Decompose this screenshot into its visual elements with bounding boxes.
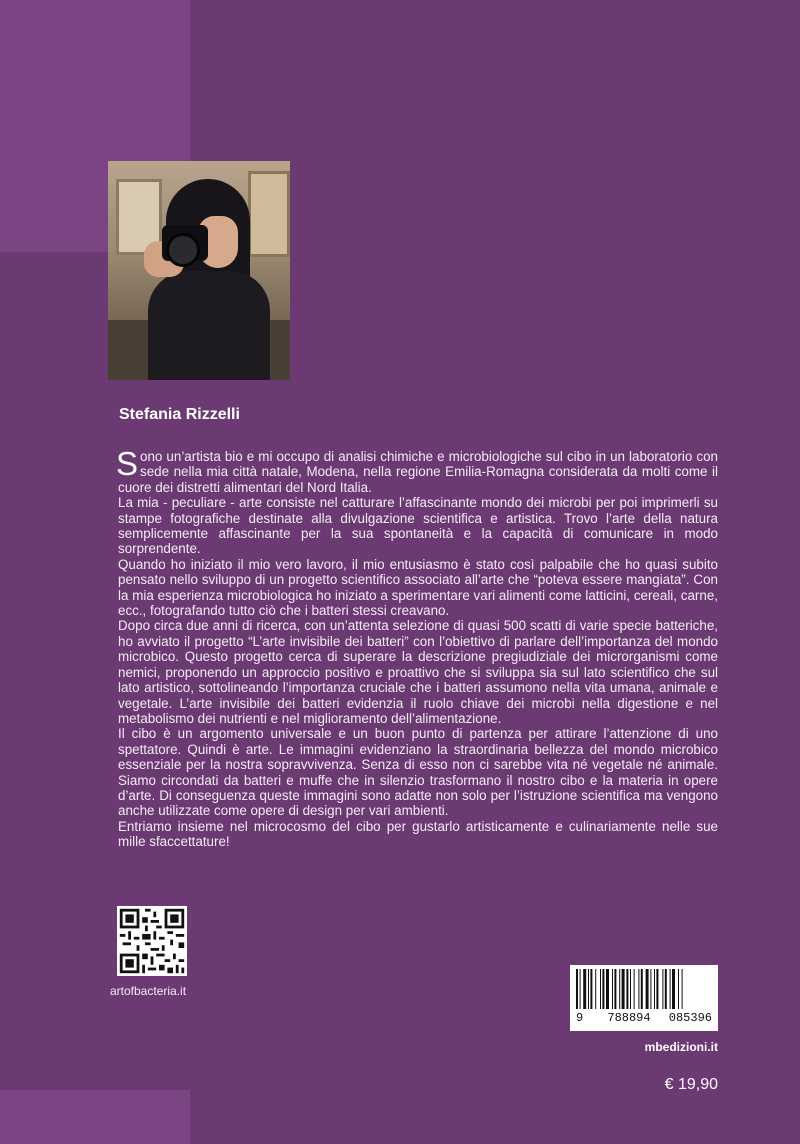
barcode-bar (650, 969, 651, 1009)
barcode-bar (602, 969, 604, 1009)
qr-code-graphic (117, 906, 187, 976)
website-link[interactable]: artofbacteria.it (110, 984, 187, 998)
barcode-bar (662, 969, 663, 1009)
qr-code (117, 906, 187, 976)
barcode-bar (612, 969, 613, 1009)
author-photo (108, 161, 290, 380)
barcode-bar (595, 969, 596, 1009)
barcode-bar (576, 969, 578, 1009)
barcode-bar (641, 969, 643, 1009)
author-name: Stefania Rizzelli (119, 406, 240, 423)
barcode-bar (588, 969, 589, 1009)
barcode-bar (580, 969, 581, 1009)
barcode-bar (665, 969, 667, 1009)
dropcap: S (116, 445, 139, 482)
barcode-bar (630, 969, 631, 1009)
barcode-bar (638, 969, 639, 1009)
barcode-bar (646, 969, 649, 1009)
barcode-bar (634, 969, 635, 1009)
barcode-bar (614, 969, 616, 1009)
barcode-bars (576, 969, 712, 1009)
decorative-block-bottom (0, 1090, 190, 1144)
price: € 19,90 (664, 1076, 718, 1093)
isbn-number: 9 788894 085396 (576, 1011, 712, 1025)
bio-paragraph: Il cibo è un argomento universale e un buon punto di partenza per attirare l’attenzione di uno spettatore. Quindi è arte. Le immagini evidenziano la straordinaria bellezza del mondo microbico essenziale per la nostra sopravvivenza. Senza di esso non ci sarebbe vita né vegetale né animale. Siamo circondati da batteri e muffe che in silenzio trasformano il nostro cibo e la materia in opere d’arte. Di conseguenza queste immagini sono adatte non solo per l’istruzione scientifica ma vengono anche utilizzate come opere di design per vari ambienti. (118, 726, 718, 819)
publisher-website[interactable]: mbedizioni.it (644, 1040, 718, 1054)
author-biography (116, 445, 718, 850)
barcode-bar (590, 969, 592, 1009)
barcode-bar (670, 969, 671, 1009)
barcode-bar (626, 969, 628, 1009)
barcode-bar (619, 969, 620, 1009)
barcode-bar (606, 969, 609, 1009)
barcode-bar (600, 969, 601, 1009)
barcode-bar (654, 969, 655, 1009)
barcode-bar (583, 969, 586, 1009)
isbn-barcode (570, 965, 718, 1031)
barcode-bar (656, 969, 658, 1009)
barcode-bar (678, 969, 679, 1009)
bio-paragraph: Dopo circa due anni di ricerca, con un’attenta selezione di quasi 500 scatti di varie specie batteriche, ho avviato il progetto “L’arte invisibile dei batteri” con l’obiettivo di parlare dell’importanza del mondo microbico. Questo progetto cerca di superare la descrizione pregiudiziale dei microrganismi come nemici, proponendo un approccio positivo e proattivo che si sviluppa sia sul lato scientifico che sul lato artistico, sottolineando l’importanza cruciale che i batteri assumono nella vita umana, animale e vegetale. L’arte invisibile dei batteri evidenzia il ruolo chiave dei microbi nella digestione e nel metabolismo dei nutrienti e nel miglioramento dell’alimentazione. (118, 618, 718, 726)
barcode-bar (622, 969, 625, 1009)
bio-paragraph: Entriamo insieme nel microcosmo del cibo per gustarlo artisticamente e culinariamente nelle sue mille sfaccettature! (118, 818, 718, 850)
bio-paragraph: Sono un’artista bio e mi occupo di analisi chimiche e microbiologiche sul cibo in un laboratorio con sede nella mia città natale, Modena, nella regione Emilia-Romagna considerata da molti come il cuore dei distretti alimentari del Nord Italia. (116, 445, 718, 495)
barcode-bar (682, 969, 683, 1009)
bio-paragraph: Quando ho iniziato il mio vero lavoro, il mio entusiasmo è stato così palpabile che ho quasi subito pensato nello sviluppo di un progetto scientifico associato all’arte che “poteva essere mangiata”. Con la mia esperienza microbiologica ho iniziato a sperimentare vari alimenti come latticini, cereali, carne, ecc., fotografando tutto ciò che i batteri stessi creavano. (118, 556, 718, 619)
bio-paragraph: La mia - peculiare - arte consiste nel catturare l’affascinante mondo dei microbi per poi imprimerli su stampe fotografiche destinate alla divulgazione scientifica e artistica. Trovo l’arte della natura semplicemente affascinante per la sua spontaneità e la capacità di comunicare in modo sorprendente. (118, 495, 718, 557)
barcode-bar (672, 969, 675, 1009)
